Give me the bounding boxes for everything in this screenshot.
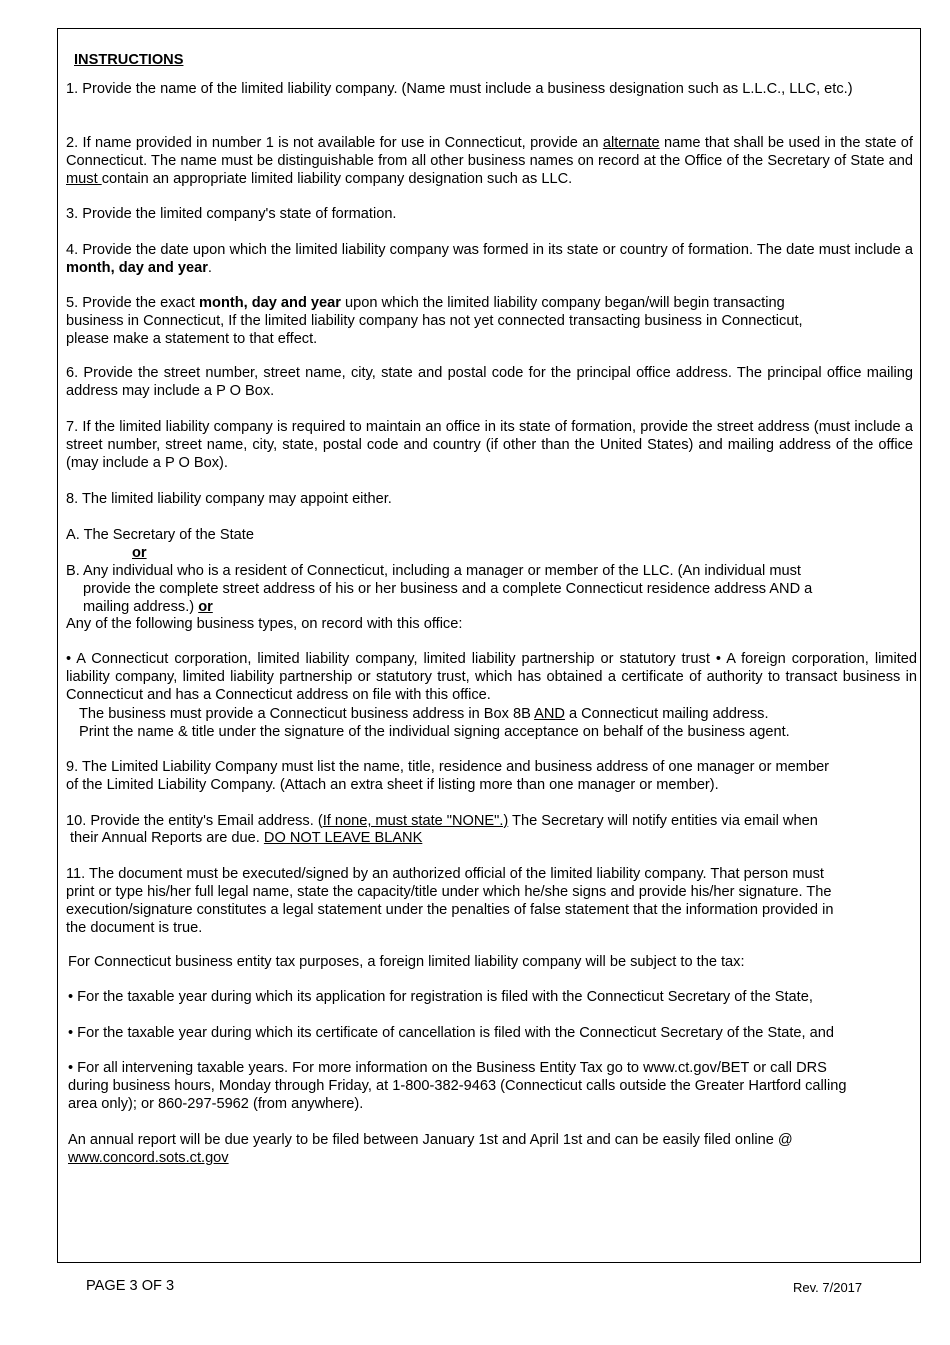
item8-business-text-2: a Connecticut mailing address. bbox=[564, 706, 769, 722]
instruction-item-8: 8. The limited liability company may appoint either. bbox=[66, 491, 392, 507]
instructions-heading: INSTRUCTIONS bbox=[74, 52, 184, 68]
tax-bullet-3-line-3: area only); or 860-297-5962 (from anywhere). bbox=[68, 1096, 364, 1112]
item5-text-2: upon which the limited liability company began/will begin transacting bbox=[340, 295, 785, 311]
item10-none-note: If none, must state "NONE".) bbox=[322, 813, 509, 829]
tax-bullet-3-line-2: during business hours, Monday through Friday, at 1-800-382-9463 (Connecticut calls outside the Greater Hartford calling bbox=[68, 1078, 847, 1094]
concord-link[interactable]: www.concord.sots.ct.gov bbox=[68, 1150, 229, 1166]
item5-text-1: 5. Provide the exact bbox=[66, 295, 200, 311]
instruction-item-3: 3. Provide the limited company's state of formation. bbox=[66, 206, 397, 222]
instruction-item-5-line-3: please make a statement to that effect. bbox=[66, 331, 318, 347]
tax-bullet-3-line-1: • For all intervening taxable years. For more information on the Business Entity Tax go to www.ct.gov/BET or call DRS bbox=[68, 1060, 827, 1076]
instruction-item-9-line-2: of the Limited Liability Company. (Attach an extra sheet if listing more than one manager or member). bbox=[66, 777, 719, 793]
item4-text-2: . bbox=[207, 260, 212, 276]
instruction-item-11-line-1: 11. The document must be executed/signed by an authorized official of the limited liability company. That person must bbox=[66, 866, 824, 882]
instruction-item-11-line-3: execution/signature constitutes a legal statement under the penalties of false statement that the information provided in bbox=[66, 902, 834, 918]
instruction-item-5-line-2: business in Connecticut, If the limited liability company has not yet connected transacting business in Connecticut, bbox=[66, 313, 803, 329]
item8-business-and: AND bbox=[534, 706, 565, 722]
item10-do-not-leave-blank: DO NOT LEAVE BLANK bbox=[263, 830, 423, 846]
instruction-item-4 bbox=[66, 241, 913, 277]
instructions-frame bbox=[57, 28, 921, 1263]
item8-option-a: A. The Secretary of the State bbox=[66, 527, 254, 543]
item5-bold: month, day and year bbox=[199, 295, 341, 311]
tax-intro: For Connecticut business entity tax purposes, a foreign limited liability company will be subject to the tax: bbox=[68, 954, 745, 970]
instruction-item-10-line-2 bbox=[70, 829, 422, 847]
item2-text-3: contain an appropriate limited liability company designation such as LLC. bbox=[101, 171, 573, 187]
instruction-item-5-line-1 bbox=[66, 294, 785, 312]
instruction-item-1: 1. Provide the name of the limited liability company. (Name must include a business designation such as L.L.C., LLC, etc.) bbox=[66, 81, 853, 97]
annual-report-line: An annual report will be due yearly to be filed between January 1st and April 1st and can be easily filed online @ bbox=[68, 1132, 793, 1148]
item4-bold: month, day and year bbox=[66, 260, 208, 276]
item2-text-2: name that shall be used in the state of Connecticut. The name must be distinguishable from all other business names on record at the Office of the Secretary of State and bbox=[66, 135, 913, 169]
item8-or-1: or bbox=[132, 545, 147, 561]
item8-business-text-1: The business must provide a Connecticut business address in Box 8B bbox=[79, 706, 535, 722]
tax-bullet-1: • For the taxable year during which its application for registration is filed with the Connecticut Secretary of the State, bbox=[68, 989, 813, 1005]
instruction-item-6: 6. Provide the street number, street name, city, state and postal code for the principal office address. The principal office mailing address may include a P O Box. bbox=[66, 365, 913, 399]
instruction-item-9-line-1: 9. The Limited Liability Company must list the name, title, residence and business address of one manager or member bbox=[66, 759, 830, 775]
instruction-item-7: 7. If the limited liability company is required to maintain an office in its state of formation, provide the street address (must include a street number, street name, city, state, postal code and country (if other than the United States) and mailing address of the office (may include a P O Box). bbox=[66, 419, 913, 471]
tax-bullet-2: • For the taxable year during which its certificate of cancellation is filed with the Connecticut Secretary of the State, and bbox=[68, 1025, 835, 1041]
item8-option-b-line-3 bbox=[83, 598, 213, 616]
item8-or-2: or bbox=[198, 599, 213, 615]
item2-alternate: alternate bbox=[602, 135, 660, 151]
item2-must: must bbox=[66, 171, 102, 187]
item10-text-1: 10. Provide the entity's Email address. ( bbox=[66, 813, 323, 829]
item8-print-line: Print the name & title under the signature of the individual signing acceptance on behalf of the business agent. bbox=[79, 724, 790, 740]
item8-option-b-text-3: mailing address.) bbox=[83, 599, 199, 615]
item2-text-1: 2. If name provided in number 1 is not available for use in Connecticut, provide an bbox=[66, 135, 603, 151]
instruction-item-11-line-4: the document is true. bbox=[66, 920, 203, 936]
item10-text-3: their Annual Reports are due. bbox=[70, 830, 264, 846]
item8-option-b-line-1: B. Any individual who is a resident of Connecticut, including a manager or member of the LLC. (An individual must bbox=[66, 563, 801, 579]
revision-date: Rev. 7/2017 bbox=[793, 1280, 863, 1295]
item8-any-following: Any of the following business types, on record with this office: bbox=[66, 616, 463, 632]
instruction-item-11-line-2: print or type his/her full legal name, state the capacity/title under which he/she signs and provide his/her signature. The bbox=[66, 884, 832, 900]
instruction-item-10-line-1 bbox=[66, 812, 818, 830]
item8-business-address-line bbox=[79, 705, 769, 723]
item8-business-types: • A Connecticut corporation, limited liability company, limited liability partnership or statutory trust • A foreign corporation, limited liability company, limited liability partnership or statutory trust, which has obtained a certificate of authority to transact business in Connecticut and has a Connecticut address on file with this office. bbox=[66, 651, 917, 703]
instruction-item-2 bbox=[66, 134, 913, 188]
page-number: PAGE 3 OF 3 bbox=[86, 1278, 175, 1294]
item4-text-1: 4. Provide the date upon which the limited liability company was formed in its state or country of formation. The date must include a bbox=[66, 242, 913, 258]
item8-option-b-line-2: provide the complete street address of his or her business and a complete Connecticut residence address AND a bbox=[83, 581, 813, 597]
item10-text-2: The Secretary will notify entities via email when bbox=[508, 813, 818, 829]
